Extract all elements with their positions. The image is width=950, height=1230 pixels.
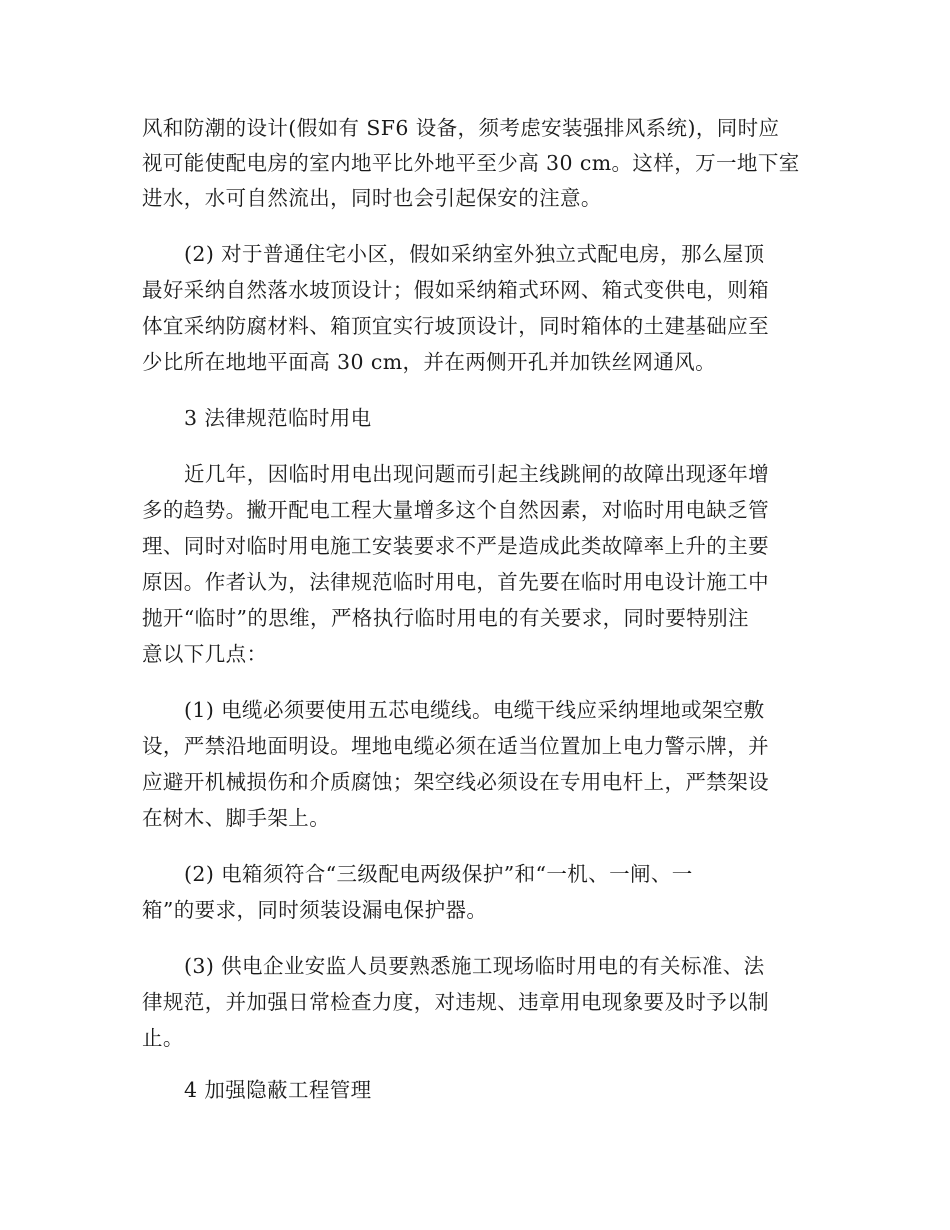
paragraph-line: 体宜采纳防腐材料、箱顶宜实行坡顶设计，同时箱体的土建基础应至 bbox=[142, 314, 769, 338]
paragraph-line: 最好采纳自然落水坡顶设计；假如采纳箱式环网、箱式变供电，则箱 bbox=[142, 278, 769, 302]
paragraph-line: 进水，水可自然流出，同时也会引起保安的注意。 bbox=[142, 186, 602, 210]
paragraph-line: 视可能使配电房的室内地平比外地平至少高 30 cm。这样，万一地下室 bbox=[142, 151, 800, 175]
paragraph-line: 风和防潮的设计(假如有 SF6 设备，须考虑安装强排风系统)，同时应 bbox=[142, 116, 780, 140]
paragraph-line: (2) 对于普通住宅小区，假如采纳室外独立式配电房，那么屋顶 bbox=[184, 242, 765, 266]
paragraph-line: 应避开机械损伤和介质腐蚀；架空线必须设在专用电杆上，严禁架设 bbox=[142, 770, 769, 794]
paragraph-line: (2) 电箱须符合“三级配电两级保护”和“一机、一闸、一 bbox=[184, 862, 693, 886]
paragraph-line: 少比所在地地平面高 30 cm，并在两侧开孔并加铁丝网通风。 bbox=[142, 350, 717, 374]
paragraph-line: 理、同时对临时用电施工安装要求不严是造成此类故障率上升的主要 bbox=[142, 534, 769, 558]
paragraph-line: 原因。作者认为，法律规范临时用电，首先要在临时用电设计施工中 bbox=[142, 570, 769, 594]
paragraph-line: 止。 bbox=[142, 1026, 184, 1050]
paragraph-line: 抛开“临时”的思维，严格执行临时用电的有关要求，同时要特别注 bbox=[142, 606, 749, 630]
paragraph-line: 在树木、脚手架上。 bbox=[142, 806, 331, 830]
paragraph-line: 设，严禁沿地面明设。埋地电缆必须在适当位置加上电力警示牌，并 bbox=[142, 734, 769, 758]
section-heading: 3 法律规范临时用电 bbox=[184, 406, 372, 430]
paragraph-line: 多的趋势。撇开配电工程大量增多这个自然因素，对临时用电缺乏管 bbox=[142, 498, 769, 522]
paragraph-line: (1) 电缆必须要使用五芯电缆线。电缆干线应采纳埋地或架空敷 bbox=[184, 698, 765, 722]
paragraph-line: 律规范，并加强日常检查力度，对违规、违章用电现象要及时予以制 bbox=[142, 990, 769, 1014]
paragraph-line: 意以下几点： bbox=[142, 642, 268, 666]
paragraph-line: 箱”的要求，同时须装设漏电保护器。 bbox=[142, 898, 488, 922]
paragraph-line: 近几年，因临时用电出现问题而引起主线跳闸的故障出现逐年增 bbox=[184, 462, 770, 486]
paragraph-line: (3) 供电企业安监人员要熟悉施工现场临时用电的有关标准、法 bbox=[184, 954, 765, 978]
section-heading: 4 加强隐蔽工程管理 bbox=[184, 1078, 372, 1102]
